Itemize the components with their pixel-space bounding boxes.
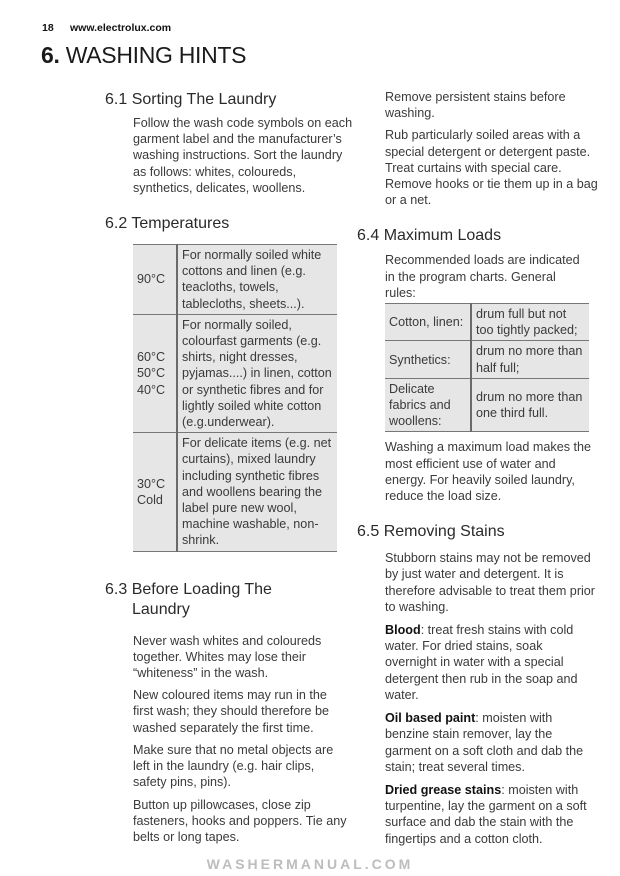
page-number: 18 — [42, 22, 54, 34]
section-intro: Stubborn stains may not be removed by just water and detergent. It is therefore advisable to treat them prior to washing. — [385, 551, 596, 614]
load-cell: drum no more than half full; — [476, 344, 583, 375]
table-row — [385, 341, 589, 378]
stain-text: : treat fresh stains with cold water. For dried stains, soak overnight in water with a special detergent then rub in the soap and water. — [385, 623, 578, 702]
chapter-number: 6. — [41, 42, 60, 68]
section-paragraph: Never wash whites and coloureds together. Whites may lose their “whiteness” in the wash. — [133, 633, 322, 681]
stain-text: : moisten with benzine stain remover, lay the garment on a soft cloth and dab the stain; treat several times. — [385, 711, 584, 774]
left-column — [105, 90, 355, 845]
description-cell: For delicate items (e.g. net curtains), mixed laundry including synthetic fibres and woollens bearing the label pure new wool, machine washable, non-shrink. — [182, 436, 332, 548]
section-6-3-continued — [385, 89, 600, 208]
load-cell: drum full but not too tightly packed; — [476, 307, 578, 338]
stain-term: Blood — [385, 623, 421, 638]
section-paragraph: Rub particularly soiled areas with a special detergent or detergent paste. Treat curtains with special care. Remove hooks or tie them up in a bag or a net. — [385, 128, 598, 208]
stain-term: Dried grease stains — [385, 782, 502, 797]
section-6-1 — [105, 90, 355, 196]
section-paragraph: Make sure that no metal objects are left in the laundry (e.g. hair clips, safety pins, pins). — [133, 742, 334, 790]
temperature-values: 30°C Cold — [137, 476, 166, 507]
section-6-5 — [357, 522, 602, 846]
temperature-cell — [133, 433, 177, 551]
fabric-type-cell: Synthetics: — [385, 341, 471, 378]
temperature-cell: 90°C — [133, 245, 177, 315]
page-header — [42, 22, 171, 34]
chapter-title: WASHING HINTS — [65, 42, 247, 68]
fabric-type-cell: Delicate fabrics and woollens: — [385, 378, 471, 432]
section-paragraph: Follow the wash code symbols on each garment label and the manufacturer’s washing instructions. Sort the laundry as follows: whites, coloureds, synthetics, delicates, woollens. — [133, 116, 353, 195]
page-title — [41, 42, 246, 69]
section-heading-line1: 6.3 Before Loading The — [105, 580, 272, 598]
description-cell: For normally soiled, colourfast garments (e.g. shirts, night dresses, pyjamas....) in linen, cotton or synthetic fibres and for lightly soiled white cotton (e.g.underwear). — [182, 317, 332, 430]
section-intro: Recommended loads are indicated in the program charts. General rules: — [385, 253, 580, 300]
load-cell: drum no more than one third full. — [476, 389, 583, 421]
stain-item — [385, 782, 595, 847]
section-heading: 6.5 Removing Stains — [357, 523, 505, 541]
section-heading: 6.1 Sorting The Laundry — [105, 91, 277, 108]
table-row — [385, 378, 589, 432]
table-row — [133, 314, 337, 432]
description-cell: For normally soiled white cottons and linen (e.g. teacloths, towels, tablecloths, sheets...). — [182, 248, 322, 311]
section-heading — [105, 580, 355, 620]
temperatures-table — [133, 244, 337, 552]
section-heading: 6.4 Maximum Loads — [357, 227, 502, 245]
section-6-4 — [357, 226, 602, 504]
table-row — [133, 245, 337, 315]
temperature-cell — [133, 314, 177, 432]
section-6-2 — [105, 214, 355, 552]
section-heading: 6.2 Temperatures — [105, 215, 230, 233]
section-6-3 — [105, 580, 355, 845]
temperature-values: 60°C 50°C 40°C — [137, 350, 166, 397]
maximum-loads-table — [385, 303, 589, 432]
section-paragraph: Button up pillowcases, close zip fasteners, hooks and poppers. Tie any belts or long tapes. — [133, 797, 347, 844]
stain-text: : moisten with turpentine, lay the garment on a soft surface and dab the stain with the fingertips and a cotton cloth. — [385, 782, 587, 846]
stain-term: Oil based paint — [385, 711, 476, 726]
website-link[interactable]: www.electrolux.com — [70, 22, 172, 34]
section-paragraph: Remove persistent stains before washing. — [385, 90, 566, 121]
fabric-type-cell: Cotton, linen: — [385, 304, 471, 341]
stain-item — [385, 710, 595, 775]
section-paragraph: Washing a maximum load makes the most efficient use of water and energy. For heavily soiled laundry, reduce the load size. — [385, 440, 592, 504]
table-row — [385, 304, 589, 341]
table-row — [133, 433, 337, 551]
section-heading-line2: Laundry — [132, 600, 190, 618]
right-column — [357, 89, 602, 847]
stain-item — [385, 622, 595, 703]
section-paragraph: New coloured items may run in the first wash; they should therefore be washed separately the first time. — [133, 688, 330, 735]
watermark: WASHERMANUAL.COM — [206, 856, 414, 872]
